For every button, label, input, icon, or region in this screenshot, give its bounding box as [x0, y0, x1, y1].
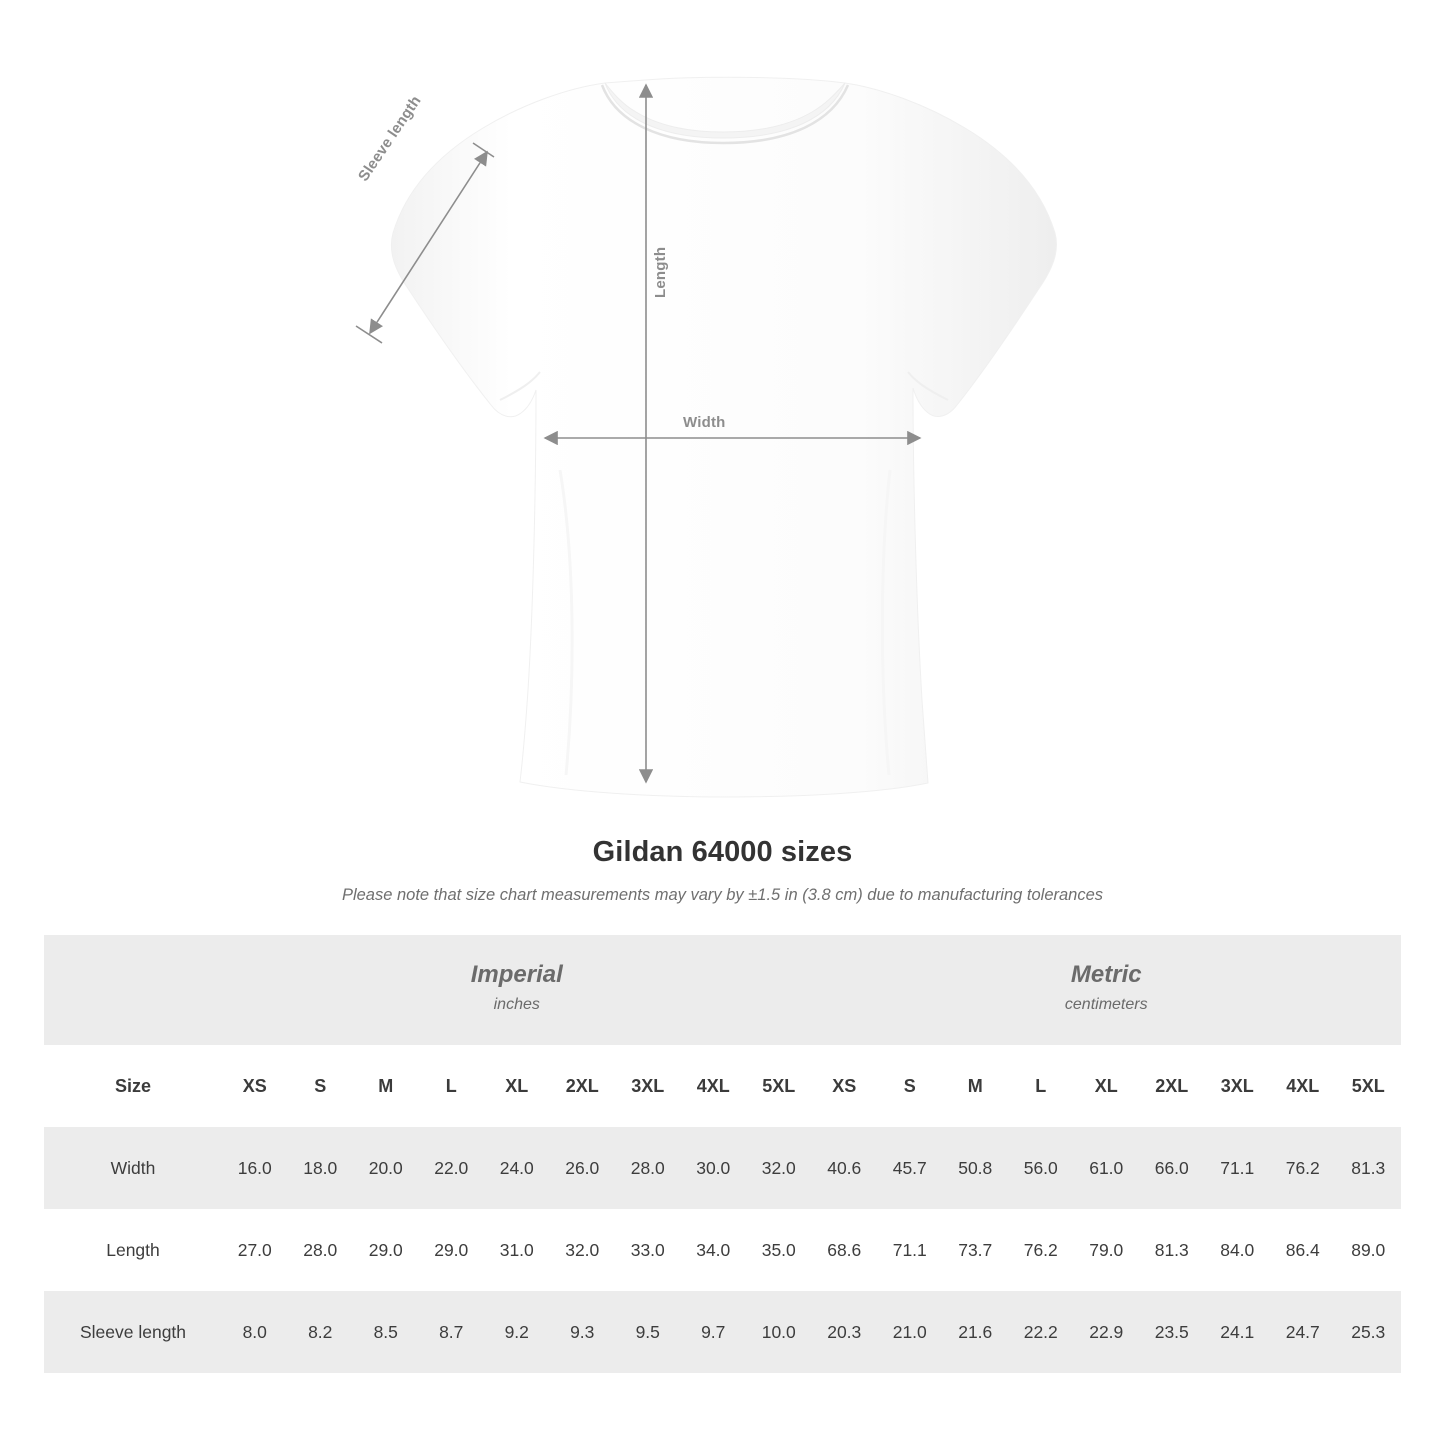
table-cell: 81.3 — [1139, 1209, 1205, 1291]
table-cell: 32.0 — [550, 1209, 616, 1291]
table-row — [44, 1291, 1401, 1373]
size-header-cell: M — [353, 1045, 419, 1127]
table-cell: 28.0 — [615, 1127, 681, 1209]
table-cell: 76.2 — [1270, 1127, 1336, 1209]
size-header-cell: XS — [812, 1045, 878, 1127]
table-cell: 89.0 — [1336, 1209, 1402, 1291]
size-header-label: Size — [44, 1045, 222, 1127]
size-header-cell: 3XL — [1205, 1045, 1271, 1127]
table-cell: 73.7 — [943, 1209, 1009, 1291]
unit-group-imperial — [222, 935, 812, 1045]
row-label-length: Length — [44, 1209, 222, 1291]
table-cell: 20.3 — [812, 1291, 878, 1373]
table-cell: 29.0 — [419, 1209, 485, 1291]
table-cell: 22.0 — [419, 1127, 485, 1209]
table-cell: 86.4 — [1270, 1209, 1336, 1291]
table-cell: 8.0 — [222, 1291, 288, 1373]
table-cell: 71.1 — [1205, 1127, 1271, 1209]
table-cell: 30.0 — [681, 1127, 747, 1209]
table-cell: 18.0 — [288, 1127, 354, 1209]
size-header-cell: 4XL — [1270, 1045, 1336, 1127]
sleeve-length-label: Sleeve length — [355, 92, 425, 185]
table-cell: 27.0 — [222, 1209, 288, 1291]
table-cell: 9.3 — [550, 1291, 616, 1373]
table-cell: 66.0 — [1139, 1127, 1205, 1209]
table-row — [44, 1127, 1401, 1209]
table-cell: 45.7 — [877, 1127, 943, 1209]
table-cell: 71.1 — [877, 1209, 943, 1291]
table-cell: 61.0 — [1074, 1127, 1140, 1209]
page-title: Gildan 64000 sizes — [592, 836, 853, 868]
size-header-cell: M — [943, 1045, 1009, 1127]
table-cell: 9.2 — [484, 1291, 550, 1373]
size-header-cell: 5XL — [746, 1045, 812, 1127]
table-cell: 68.6 — [812, 1209, 878, 1291]
unit-group-metric — [812, 935, 1402, 1045]
size-header-cell: 2XL — [550, 1045, 616, 1127]
size-header-cell: L — [419, 1045, 485, 1127]
table-cell: 56.0 — [1008, 1127, 1074, 1209]
size-header-cell: S — [877, 1045, 943, 1127]
table-cell: 31.0 — [484, 1209, 550, 1291]
size-header-cell: S — [288, 1045, 354, 1127]
row-label-width: Width — [44, 1127, 222, 1209]
table-cell: 9.7 — [681, 1291, 747, 1373]
table-row — [44, 1209, 1401, 1291]
width-label: Width — [683, 414, 726, 431]
table-cell: 32.0 — [746, 1127, 812, 1209]
table-cell: 8.2 — [288, 1291, 354, 1373]
tolerance-note: Please note that size chart measurements may vary by ±1.5 in (3.8 cm) due to manufacturing tolerances — [341, 886, 1104, 904]
table-cell: 23.5 — [1139, 1291, 1205, 1373]
table-cell: 40.6 — [812, 1127, 878, 1209]
table-cell: 35.0 — [746, 1209, 812, 1291]
unit-group-metric-sub: centimeters — [1064, 995, 1148, 1013]
size-table-wrapper — [44, 935, 1401, 1373]
table-cell: 9.5 — [615, 1291, 681, 1373]
size-header-cell: XS — [222, 1045, 288, 1127]
table-cell: 21.0 — [877, 1291, 943, 1373]
table-cell: 79.0 — [1074, 1209, 1140, 1291]
unit-group-imperial-sub: inches — [493, 995, 540, 1013]
table-cell: 21.6 — [943, 1291, 1009, 1373]
table-cell: 24.0 — [484, 1127, 550, 1209]
table-cell: 8.7 — [419, 1291, 485, 1373]
table-cell: 33.0 — [615, 1209, 681, 1291]
size-header-cell: 2XL — [1139, 1045, 1205, 1127]
size-header-cell: XL — [1074, 1045, 1140, 1127]
table-cell: 24.1 — [1205, 1291, 1271, 1373]
unit-group-imperial-name: Imperial — [470, 960, 563, 988]
size-chart-table — [44, 935, 1401, 1373]
table-cell: 22.2 — [1008, 1291, 1074, 1373]
table-cell: 20.0 — [353, 1127, 419, 1209]
row-label-sleeve-length: Sleeve length — [44, 1291, 222, 1373]
table-cell: 8.5 — [353, 1291, 419, 1373]
table-cell: 16.0 — [222, 1127, 288, 1209]
shirt-body-shape — [391, 77, 1056, 797]
table-cell: 10.0 — [746, 1291, 812, 1373]
table-cell: 84.0 — [1205, 1209, 1271, 1291]
size-header-row — [44, 1045, 1401, 1127]
table-cell: 25.3 — [1336, 1291, 1402, 1373]
table-cell: 28.0 — [288, 1209, 354, 1291]
size-header-cell: 4XL — [681, 1045, 747, 1127]
unit-group-metric-name: Metric — [1070, 960, 1142, 988]
size-header-cell: 3XL — [615, 1045, 681, 1127]
unit-row-spacer — [44, 935, 222, 1045]
table-cell: 34.0 — [681, 1209, 747, 1291]
table-cell: 22.9 — [1074, 1291, 1140, 1373]
unit-header-row — [44, 935, 1401, 1045]
size-header-cell: 5XL — [1336, 1045, 1402, 1127]
table-cell: 81.3 — [1336, 1127, 1402, 1209]
length-label: Length — [652, 246, 669, 298]
size-header-cell: L — [1008, 1045, 1074, 1127]
table-cell: 50.8 — [943, 1127, 1009, 1209]
table-cell: 29.0 — [353, 1209, 419, 1291]
table-cell: 24.7 — [1270, 1291, 1336, 1373]
chart-heading — [0, 836, 1445, 905]
table-cell: 76.2 — [1008, 1209, 1074, 1291]
size-header-cell: XL — [484, 1045, 550, 1127]
table-cell: 26.0 — [550, 1127, 616, 1209]
